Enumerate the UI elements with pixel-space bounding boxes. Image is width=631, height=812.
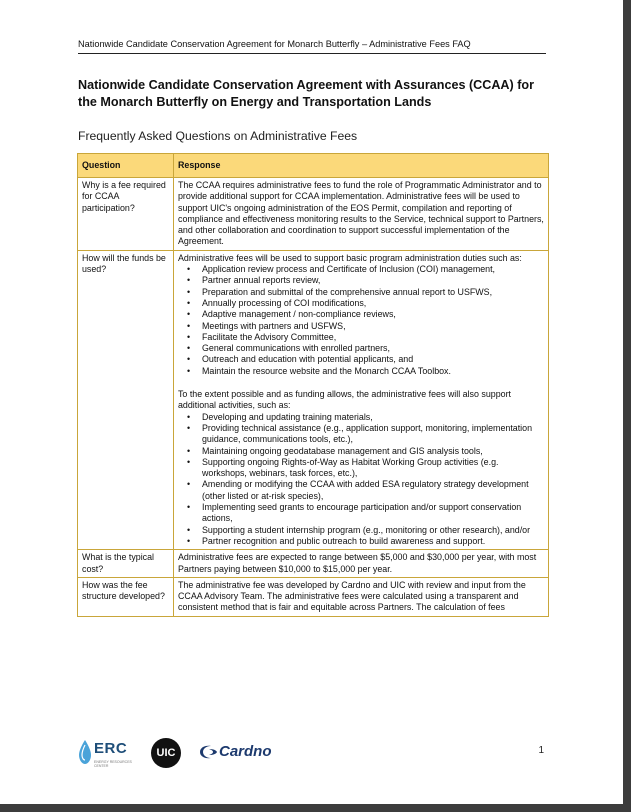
- list-item: • General communications with enrolled partners,: [202, 343, 544, 354]
- list-item: • Partner recognition and public outreach to build awareness and support.: [202, 536, 544, 547]
- document-title: Nationwide Candidate Conservation Agreement with Assurances (CCAA) for the Monarch Butterfly on Energy and Transportation Lands: [78, 78, 535, 109]
- response-cell: The CCAA requires administrative fees to fund the role of Programmatic Administrator and to provide additional support for CCAA implementation. Administrative fees will be used to support UIC's ongoing administration of the EOS Permit, compilation and reporting of compliance and effectiveness monitoring results to the Service, technical support to Partners, and other collaboration and coordination to support successful implementation of the Agreement.: [174, 178, 549, 251]
- list-item: • Facilitate the Advisory Committee,: [202, 332, 544, 343]
- table-row: [78, 178, 549, 251]
- table-header-row: [78, 154, 549, 178]
- list-item: • Maintain the resource website and the Monarch CCAA Toolbox.: [202, 366, 544, 377]
- list-item: • Preparation and submittal of the comprehensive annual report to USFWS,: [202, 287, 544, 298]
- list-item: • Application review process and Certificate of Inclusion (COI) management,: [202, 264, 544, 275]
- response-cell: Administrative fees are expected to range between $5,000 and $30,000 per year, with most Partners paying between $10,000 to $15,000 per year.: [174, 550, 549, 578]
- question-cell: How was the fee structure developed?: [78, 577, 174, 616]
- list-item: • Providing technical assistance (e.g., application support, monitoring, implementation guidance, communications tools, etc.),: [202, 423, 544, 446]
- erc-logo: [78, 738, 136, 770]
- response-cell: [174, 250, 549, 549]
- table-row: [78, 577, 549, 616]
- question-cell: How will the funds be used?: [78, 250, 174, 549]
- running-header: Nationwide Candidate Conservation Agreement for Monarch Butterfly – Administrative Fees FAQ: [78, 38, 546, 54]
- erc-logo-subtext: ENERGY RESOURCES CENTER: [94, 760, 132, 768]
- list-item: • Maintaining ongoing geodatabase management and GIS analysis tools,: [202, 446, 544, 457]
- paragraph-gap: [178, 377, 544, 389]
- question-cell: What is the typical cost?: [78, 550, 174, 578]
- column-header-question: Question: [78, 154, 174, 178]
- list-item: • Amending or modifying the CCAA with added ESA regulatory strategy development (other listed or at-risk species),: [202, 479, 544, 502]
- response-intro-additional: To the extent possible and as funding allows, the administrative fees will also support additional activities, such as:: [178, 389, 511, 411]
- cardno-logo-text: Cardno: [219, 743, 272, 760]
- cardno-swoosh-icon: [197, 743, 219, 761]
- response-cell: The administrative fee was developed by Cardno and UIC with review and input from the CCAA Advisory Team. The administrative fees were calculated using a transparent and consistent method that is fair and equitable across Partners. The calculation of fees: [174, 577, 549, 616]
- document-subtitle: Frequently Asked Questions on Administrative Fees: [78, 129, 358, 143]
- response-intro: Administrative fees will be used to support basic program administration duties such as:: [178, 252, 522, 263]
- erc-logo-text: ERC: [94, 740, 128, 757]
- uic-logo: UIC: [151, 738, 181, 768]
- list-item: • Outreach and education with potential applicants, and: [202, 354, 544, 365]
- list-item: • Adaptive management / non-compliance reviews,: [202, 309, 544, 320]
- list-item: • Developing and updating training materials,: [202, 412, 544, 423]
- additional-activities-list: [178, 412, 544, 548]
- page-footer: [78, 734, 548, 774]
- water-drop-icon: [78, 739, 92, 765]
- cardno-logo: [197, 742, 307, 762]
- list-item: • Annually processing of COI modifications,: [202, 298, 544, 309]
- table-row: [78, 550, 549, 578]
- list-item: • Meetings with partners and USFWS,: [202, 321, 544, 332]
- page-number: 1: [538, 745, 544, 756]
- column-header-response: Response: [174, 154, 549, 178]
- list-item: • Supporting ongoing Rights-of-Way as Habitat Working Group activities (e.g. workshops, webinars, task forces, etc.),: [202, 457, 544, 480]
- list-item: • Supporting a student internship program (e.g., monitoring or other research), and/or: [202, 525, 544, 536]
- list-item: • Implementing seed grants to encourage participation and/or support conservation actions,: [202, 502, 544, 525]
- duties-list: [178, 264, 544, 377]
- table-row: [78, 250, 549, 549]
- list-item: • Partner annual reports review,: [202, 275, 544, 286]
- faq-table: [77, 153, 549, 617]
- question-cell: Why is a fee required for CCAA participation?: [78, 178, 174, 251]
